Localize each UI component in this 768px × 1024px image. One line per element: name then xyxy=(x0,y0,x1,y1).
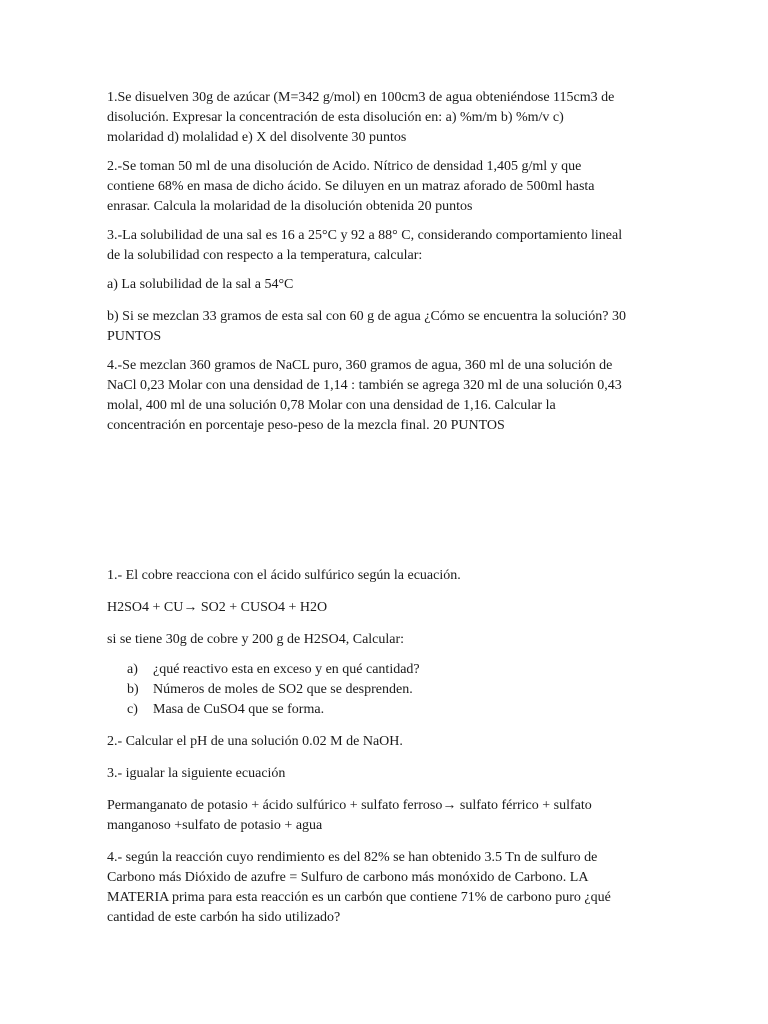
list-item xyxy=(127,660,667,680)
document-page xyxy=(107,88,667,928)
list-item xyxy=(127,680,667,700)
problem-3a: a) La solubilidad de la sal a 54°C xyxy=(107,277,294,292)
s2-problem-3-equation: Permanganato de potasio + ácido sulfúrico + sulfato ferroso→ sulfato férrico + sulfato manganoso +sulfato de potasio + agua xyxy=(107,798,592,833)
s2-problem-1-intro: 1.- El cobre reacciona con el ácido sulfúrico según la ecuación. xyxy=(107,568,461,583)
s2-problem-1-given: si se tiene 30g de cobre y 200 g de H2SO4, Calcular: xyxy=(107,632,405,647)
list-text: Números de moles de SO2 que se desprenden. xyxy=(153,682,413,697)
list-text: Masa de CuSO4 que se forma. xyxy=(153,702,325,717)
problem-4-nacl: 4.-Se mezclan 360 gramos de NaCL puro, 360 gramos de agua, 360 ml de una solución de NaCl 0,23 Molar con una densidad de 1,14 : también se agrega 320 ml de una solución 0,43 molal, 400 ml de una solución 0,78 Molar con una densidad de 1,16. Calcular la concentración en porcentaje peso-peso de la mezcla final. 20 PUNTOS xyxy=(107,358,622,433)
s2-problem-1-list xyxy=(127,660,667,720)
s2-problem-3-intro: 3.- igualar la siguiente ecuación xyxy=(107,766,286,781)
s2-problem-4-rendimiento: 4.- según la reacción cuyo rendimiento es del 82% se han obtenido 3.5 Tn de sulfuro de Carbono más Dióxido de azufre = Sulfuro de carbono más monóxido de Carbono. LA MATERIA prima para esta reacción es un carbón que contiene 71% de carbono puro ¿qué cantidad de este carbón ha sido utilizado? xyxy=(107,850,611,925)
problem-3-solubilidad: 3.-La solubilidad de una sal es 16 a 25°C y 92 a 88° C, considerando comportamiento lineal de la solubilidad con respecto a la temperatura, calcular: xyxy=(107,228,623,263)
list-text: ¿qué reactivo esta en exceso y en qué cantidad? xyxy=(153,662,420,677)
s2-problem-2-ph: 2.- Calcular el pH de una solución 0.02 M de NaOH. xyxy=(107,734,403,749)
problem-3b: b) Si se mezclan 33 gramos de esta sal con 60 g de agua ¿Cómo se encuentra la solución? 30 PUNTOS xyxy=(107,309,627,344)
list-marker: b) xyxy=(127,682,139,697)
problem-1-azucar: 1.Se disuelven 30g de azúcar (M=342 g/mol) en 100cm3 de agua obteniéndose 115cm3 de disolución. Expresar la concentración de esta disolución en: a) %m/m b) %m/v c) molaridad d) molalidad e) X del disolvente 30 puntos xyxy=(107,90,615,145)
s2-problem-1-equation: H2SO4 + CU→ SO2 + CUSO4 + H2O xyxy=(107,600,328,615)
list-marker: c) xyxy=(127,702,138,717)
problem-2-acido-nitrico: 2.-Se toman 50 ml de una disolución de Acido. Nítrico de densidad 1,405 g/ml y que contiene 68% en masa de dicho ácido. Se diluyen en un matraz aforado de 500ml hasta enrasar. Calcula la molaridad de la disolución obtenida 20 puntos xyxy=(107,159,595,214)
list-marker: a) xyxy=(127,662,138,677)
list-item xyxy=(127,700,667,720)
